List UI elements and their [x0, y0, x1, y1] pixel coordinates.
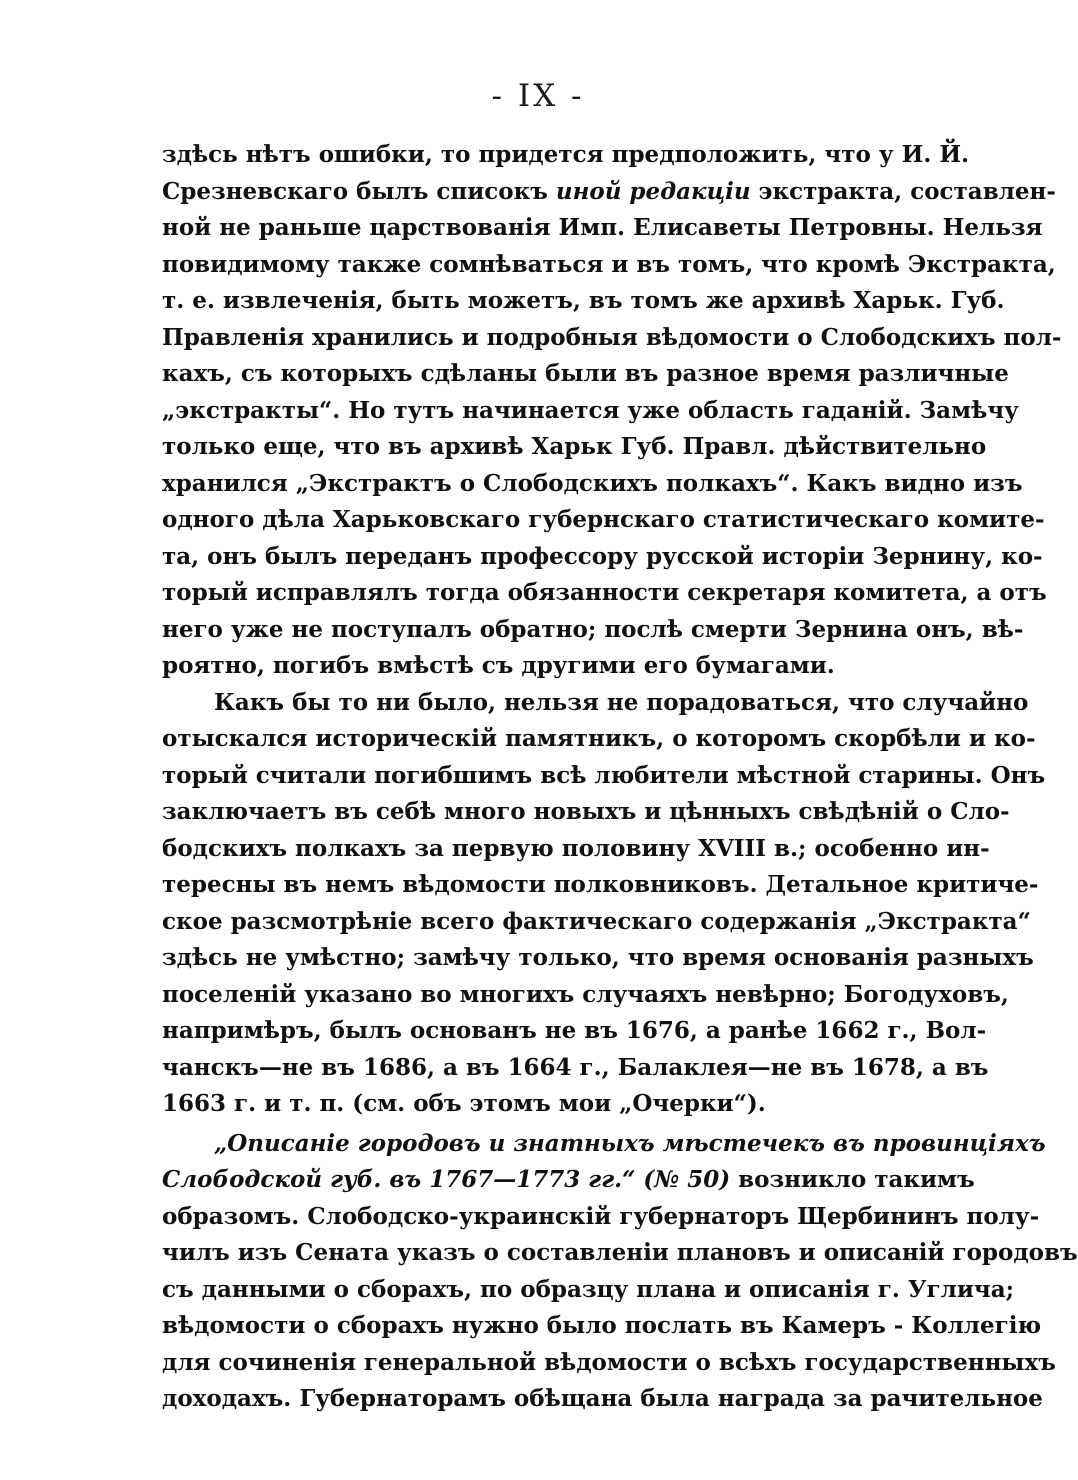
text-line: кахъ, съ которыхъ сдѣланы были въ разное время различные	[162, 360, 1009, 387]
text-line: отыскался историческій памятникъ, о которомъ скорбѣли и ко-	[162, 725, 1036, 752]
text-line: одного дѣла Харьковскаго губернскаго статистическаго комите-	[162, 506, 1045, 533]
text-line: поселеній указано во многихъ случаяхъ невѣрно; Богодуховъ,	[162, 980, 1009, 1008]
text-line: „Описаніе городовъ и знатныхъ мѣстечекъ въ провинціяхъ	[214, 1129, 1046, 1157]
text-line: Какъ бы то ни было, нельзя не порадоваться, что случайно	[214, 688, 1029, 716]
paragraph	[162, 137, 1062, 685]
text-line: чанскъ—не въ 1686, а въ 1664 г., Балаклея—не въ 1678, а въ	[162, 1053, 989, 1081]
page-number: - IX -	[491, 78, 585, 114]
text-line: напримѣръ, былъ основанъ не въ 1676, а ранѣе 1662 г., Вол-	[162, 1017, 987, 1044]
body-text	[162, 137, 1078, 1418]
text-line: заключаетъ въ себѣ много новыхъ и цѣнныхъ свѣдѣній о Сло-	[162, 798, 1010, 825]
text-line: вѣдомости о сборахъ нужно было послать въ Камеръ - Коллегію	[162, 1312, 1042, 1339]
text-line: здѣсь не умѣстно; замѣчу только, что время основанія разныхъ	[162, 944, 1034, 971]
text-line: торый считали погибшимъ всѣ любители мѣстной старины. Онъ	[162, 761, 1046, 789]
text-line: тересны въ немъ вѣдомости полковниковъ. Детальное критиче-	[162, 871, 1039, 898]
text-line: роятно, погибъ вмѣстѣ съ другими его бумагами.	[162, 652, 835, 679]
text-line: доходахъ. Губернаторамъ обѣщана была награда за рачительное	[162, 1385, 1043, 1412]
text-line: Правленія хранились и подробныя вѣдомости о Слободскихъ пол-	[162, 323, 1062, 351]
paragraph	[162, 1126, 1078, 1418]
text-line: чилъ изъ Сената указъ о составленіи плановъ и описаній городовъ	[162, 1239, 1078, 1266]
text-line: только еще, что въ архивѣ Харьк Губ. Правл. дѣйствительно	[162, 433, 987, 460]
text-line: бодскихъ полкахъ за первую половину XVIII в.; особенно ин-	[162, 834, 990, 862]
text-line: для сочиненія генеральной вѣдомости о всѣхъ государственныхъ	[162, 1348, 1056, 1376]
text-line: та, онъ былъ переданъ профессору русской исторіи Зернину, ко-	[162, 542, 1043, 570]
text-line: него уже не поступалъ обратно; послѣ смерти Зернина онъ, вѣ-	[162, 615, 1024, 643]
text-line: здѣсь нѣтъ ошибки, то придется предположить, что у И. Й.	[162, 141, 970, 168]
text-line: хранился „Экстрактъ о Слободскихъ полкахъ“. Какъ видно изъ	[162, 469, 1023, 497]
text-line: Срезневскаго былъ списокъ иной редакціи экстракта, составлен-	[162, 177, 1056, 205]
paragraph	[162, 685, 1046, 1123]
text-line: съ данными о сборахъ, по образцу плана и описанія г. Углича;	[162, 1275, 1015, 1303]
text-line: ское разсмотрѣніе всего фактическаго содержанія „Экстракта“	[162, 907, 1031, 935]
text-line: ной не раньше царствованія Имп. Елисаветы Петровны. Нельзя	[162, 214, 1043, 241]
text-line: Слободской губ. въ 1767—1773 гг.“ (№ 50) возникло такимъ	[162, 1166, 975, 1193]
text-line: 1663 г. и т. п. (см. объ этомъ мои „Очерки“).	[162, 1090, 766, 1117]
text-line: образомъ. Слободско-украинскій губернаторъ Щербининъ полу-	[162, 1202, 1040, 1230]
text-line: торый исправлялъ тогда обязанности секретаря комитета, а отъ	[162, 579, 1047, 606]
text-line: т. е. извлеченія, быть можетъ, въ томъ же архивѣ Харьк. Губ.	[162, 287, 1005, 314]
text-line: повидимому также сомнѣваться и въ томъ, что кромѣ Экстракта,	[162, 250, 1056, 278]
text-line: „экстракты“. Но тутъ начинается уже область гаданій. Замѣчу	[162, 396, 1019, 424]
